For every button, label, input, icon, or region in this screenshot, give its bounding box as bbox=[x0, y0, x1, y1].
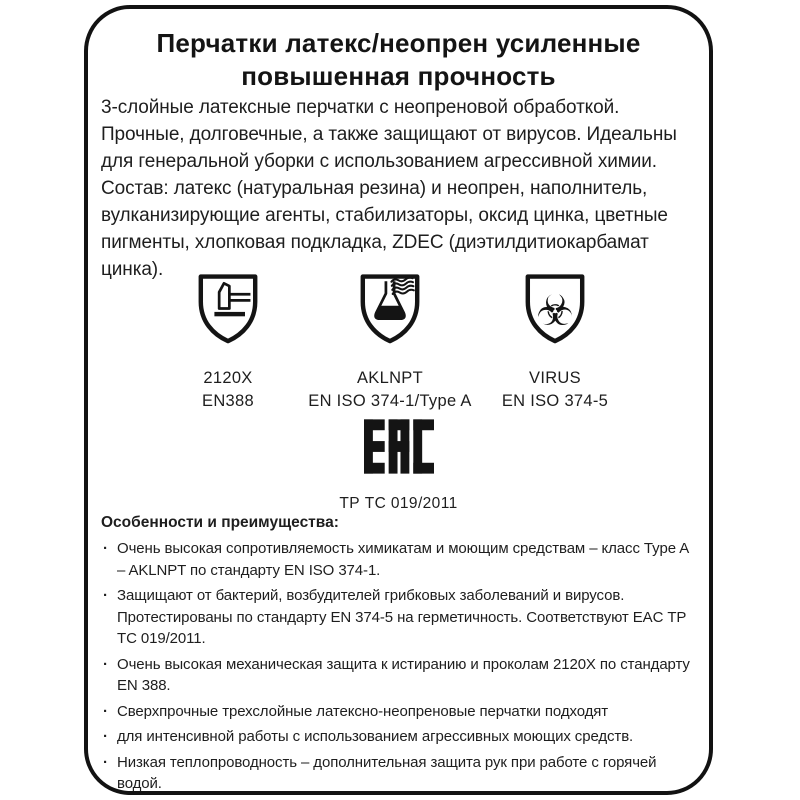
product-info-card bbox=[84, 5, 713, 795]
eac-block bbox=[88, 419, 709, 513]
chemical-flask-icon bbox=[356, 271, 424, 346]
cert-standard: EN ISO 374-5 bbox=[501, 392, 609, 410]
biohazard-icon bbox=[521, 271, 589, 346]
feature-item: · Низкая теплопроводность – дополнительная защита рук при работе с горячей водой. bbox=[101, 752, 693, 795]
features-heading: Особенности и преимущества: bbox=[101, 514, 339, 531]
feature-item: · для интенсивной работы с использованием агрессивных моющих средств. bbox=[101, 726, 693, 748]
biohazard-glyph: ☣ bbox=[536, 285, 574, 335]
cert-code: AKLNPT bbox=[357, 369, 423, 387]
product-title bbox=[88, 27, 709, 93]
feature-item: · Защищают от бактерий, возбудителей грибковых заболеваний и вирусов. Протестированы по стандарту EN 374-5 на герметичность. Соответствуют EAC ТР ТС 019/2011. bbox=[101, 585, 693, 650]
cert-standard: EN ISO 374-1/Type A bbox=[308, 392, 472, 410]
feature-item: · Сверхпрочные трехслойные латексно-неопреновые перчатки подходят bbox=[101, 701, 693, 723]
certification-en-iso-374-1 bbox=[295, 271, 485, 413]
hammer-mechanical-icon bbox=[194, 271, 262, 346]
feature-item: · Очень высокая сопротивляемость химикатам и моющим средствам – класс Type A – AKLNPT по стандарту EN ISO 374-1. bbox=[101, 538, 693, 581]
cert-code: 2120X bbox=[203, 369, 253, 387]
certification-en-iso-374-5 bbox=[460, 271, 650, 413]
cert-code: VIRUS bbox=[529, 369, 581, 387]
eac-logo bbox=[364, 419, 434, 474]
product-title-line2: повышенная прочность bbox=[241, 61, 556, 91]
cert-standard: EN388 bbox=[202, 392, 254, 410]
product-description: 3-слойные латексные перчатки с неопреновой обработкой. Прочные, долговечные, а также защищают от вирусов. Идеальны для генеральной уборки с использованием агрессивной химии. Состав: латекс (натуральная резина) и неопрен, наполнитель, вулканизирующие агенты, стабилизаторы, оксид цинка, цветные пигменты, хлопковая подкладка, ZDEC (диэтилдитиокарбамат цинка). bbox=[101, 97, 677, 280]
features-list bbox=[101, 538, 693, 799]
product-title-line1: Перчатки латекс/неопрен усиленные bbox=[156, 28, 641, 58]
feature-item: · Очень высокая механическая защита к истиранию и проколам 2120X по стандарту EN 388. bbox=[101, 654, 693, 697]
eac-regulation: ТР ТС 019/2011 bbox=[339, 495, 458, 512]
